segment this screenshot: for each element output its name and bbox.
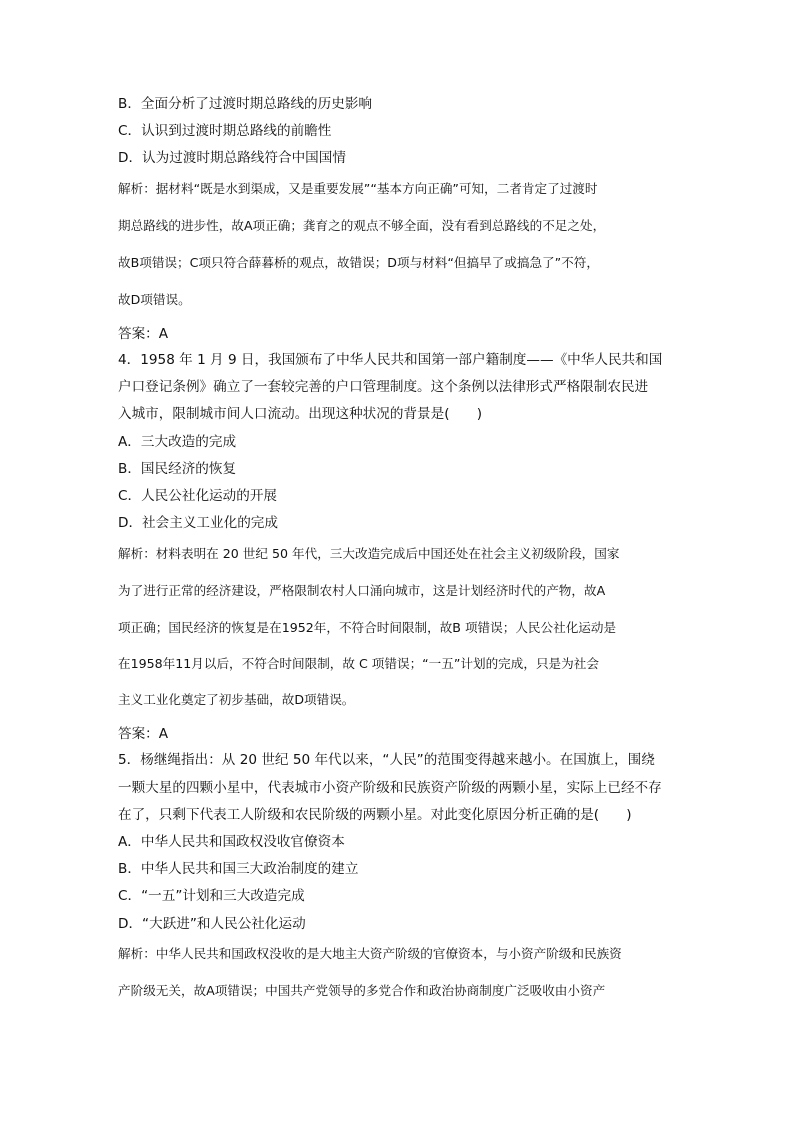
q5-option-d: D．“大跃进”和人民公社化运动 bbox=[118, 916, 306, 932]
q4-answer: 答案：A bbox=[118, 726, 169, 742]
q4-explanation-line: 项正确；国民经济的恢复是在1952年，不符合时间限制，故B 项错误；人民公社化运动是 bbox=[118, 620, 617, 635]
q5-stem-line: 5．杨继绳指出：从 20 世纪 50 年代以来，“人民”的范围变得越来越小。在国旗上，围绕 bbox=[118, 752, 655, 768]
q4-explanation-line: 为了进行正常的经济建设，严格限制农村人口涌向城市，这是计划经济时代的产物，故A bbox=[118, 583, 606, 598]
q5-option-c: C．“一五”计划和三大改造完成 bbox=[118, 888, 305, 904]
q3-option-d: D．认为过渡时期总路线符合中国国情 bbox=[118, 150, 346, 166]
q4-option-c: C．人民公社化运动的开展 bbox=[118, 488, 278, 504]
q5-stem-line: 一颗大星的四颗小星中，代表城市小资产阶级和民族资产阶级的两颗小星，实际上已经不存 bbox=[118, 780, 662, 796]
q4-stem-line: 入城市，限制城市间人口流动。出现这种状况的背景是( ) bbox=[118, 406, 483, 422]
q5-explanation-line: 解析：中华人民共和国政权没收的是大地主大资产阶级的官僚资本，与小资产阶级和民族资 bbox=[118, 946, 622, 961]
q5-option-a: A．中华人民共和国政权没收官僚资本 bbox=[118, 834, 345, 850]
q4-option-a: A．三大改造的完成 bbox=[118, 434, 237, 450]
q3-explanation-line: 故B项错误；C项只符合薛暮桥的观点，故错误；D项与材料“但搞早了或搞急了”不符， bbox=[118, 255, 599, 270]
q4-option-b: B．国民经济的恢复 bbox=[118, 461, 237, 477]
q4-explanation-line: 在1958年11月以后，不符合时间限制，故 C 项错误；“一五”计划的完成，只是为社会 bbox=[118, 656, 599, 671]
q4-explanation-line: 主义工业化奠定了初步基础，故D项错误。 bbox=[118, 692, 355, 707]
q4-stem-line: 4．1958 年 1 月 9 日，我国颁布了中华人民共和国第一部户籍制度——《中华人民共和国 bbox=[118, 352, 663, 368]
q5-option-b: B．中华人民共和国三大政治制度的建立 bbox=[118, 861, 359, 877]
q3-option-c: C．认识到过渡时期总路线的前瞻性 bbox=[118, 123, 332, 139]
q3-explanation-line: 解析：据材料“既是水到渠成，又是重要发展”“基本方向正确”可知，二者肯定了过渡时 bbox=[118, 181, 598, 196]
q3-answer: 答案：A bbox=[118, 326, 169, 342]
q4-option-d: D．社会主义工业化的完成 bbox=[118, 515, 278, 531]
q5-stem-line: 在了，只剩下代表工人阶级和农民阶级的两颗小星。对此变化原因分析正确的是( ) bbox=[118, 807, 632, 823]
q3-explanation-line: 期总路线的进步性，故A项正确；龚育之的观点不够全面，没有看到总路线的不足之处， bbox=[118, 218, 606, 233]
q4-explanation-line: 解析：材料表明在 20 世纪 50 年代，三大改造完成后中国还处在社会主义初级阶段，国家 bbox=[118, 546, 620, 561]
q3-explanation-line: 故D项错误。 bbox=[118, 292, 191, 307]
q5-explanation-line: 产阶级无关，故A项错误；中国共产党领导的多党合作和政治协商制度广泛吸收由小资产 bbox=[118, 983, 606, 998]
q4-stem-line: 户口登记条例》确立了一套较完善的户口管理制度。这个条例以法律形式严格限制农民进 bbox=[118, 379, 649, 395]
q3-option-b: B．全面分析了过渡时期总路线的历史影响 bbox=[118, 96, 373, 112]
